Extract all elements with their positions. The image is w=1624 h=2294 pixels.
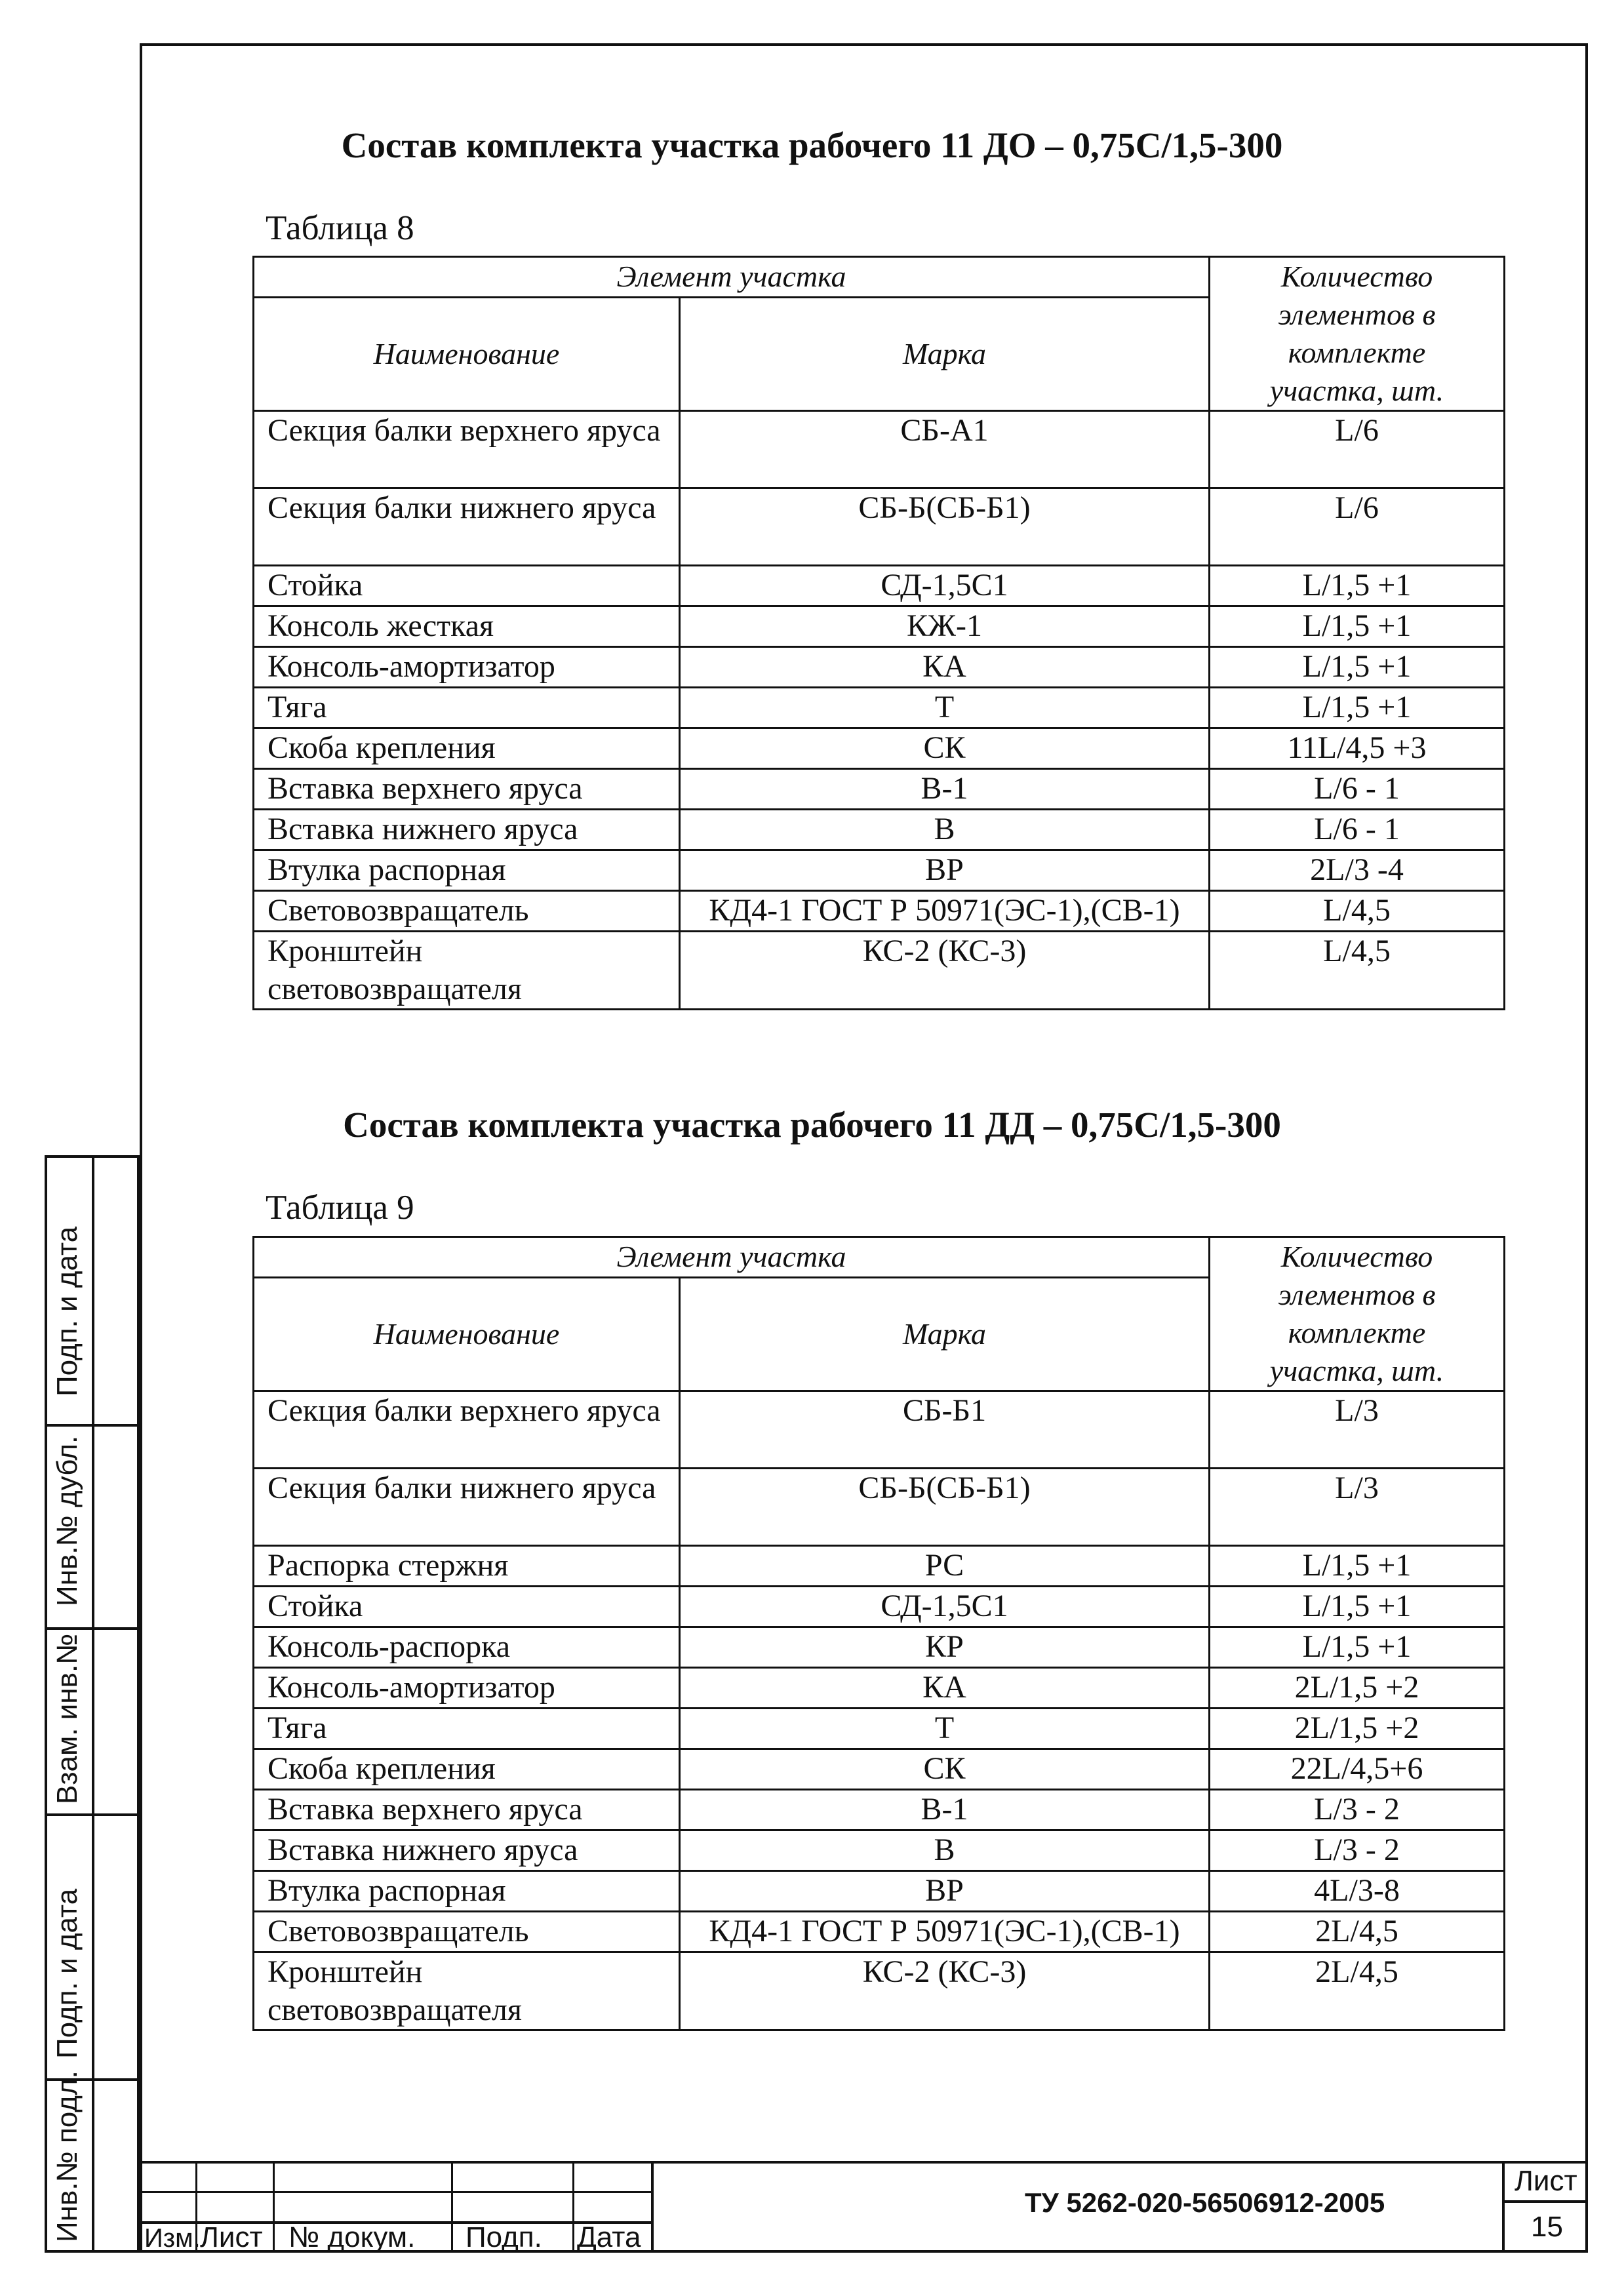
cell-qty: 2L/1,5 +2 [1210, 1709, 1505, 1749]
cell-qty: 2L/3 -4 [1210, 850, 1505, 891]
table-row [254, 1587, 1505, 1627]
cell-qty: L/6 - 1 [1210, 769, 1505, 810]
cell-qty: L/4,5 [1210, 932, 1505, 1010]
margin-inner-line [92, 1155, 94, 2253]
cell-qty: 22L/4,5+6 [1210, 1749, 1505, 1790]
cell-name: Кронштейн световозвращателя [254, 932, 680, 1010]
cell-mark: В-1 [680, 769, 1210, 810]
table-row [254, 1871, 1505, 1912]
cell-mark: Т [680, 688, 1210, 728]
cell-qty: L/1,5 +1 [1210, 647, 1505, 688]
cell-mark: В-1 [680, 1790, 1210, 1830]
header-element: Элемент участка [254, 257, 1210, 298]
cell-qty: L/1,5 +1 [1210, 1627, 1505, 1668]
cell-qty: L/3 - 2 [1210, 1830, 1505, 1871]
cell-qty: L/3 - 2 [1210, 1790, 1505, 1830]
cell-mark: СБ-Б(СБ-Б1) [680, 488, 1210, 566]
stamp-data: Дата [577, 2221, 641, 2253]
header-qty: Количество элементов в комплекте участка, шт. [1210, 257, 1505, 411]
table-row [254, 1668, 1505, 1709]
cell-mark: КС-2 (КС-3) [680, 932, 1210, 1010]
table9-caption: Таблица 9 [266, 1189, 414, 1227]
table-row [254, 769, 1505, 810]
table-row [254, 932, 1505, 1010]
cell-name: Консоль жесткая [254, 606, 680, 647]
cell-mark: РС [680, 1546, 1210, 1587]
table-row [254, 1830, 1505, 1871]
cell-name: Тяга [254, 1709, 680, 1749]
cell-mark: КР [680, 1627, 1210, 1668]
cell-qty: L/1,5 +1 [1210, 1587, 1505, 1627]
margin-vzam-inv: Взам. инв.№ [51, 1633, 83, 1804]
cell-qty: L/1,5 +1 [1210, 1546, 1505, 1587]
cell-mark: СД-1,5С1 [680, 1587, 1210, 1627]
cell-name: Консоль-амортизатор [254, 647, 680, 688]
header-element: Элемент участка [254, 1237, 1210, 1278]
table8 [252, 256, 1505, 1010]
table-row [254, 1391, 1505, 1469]
stamp-podp: Подп. [465, 2221, 542, 2253]
cell-name: Световозвращатель [254, 1912, 680, 1952]
cell-name: Скоба крепления [254, 1749, 680, 1790]
table-row [254, 810, 1505, 850]
cell-mark: СБ-А1 [680, 411, 1210, 488]
cell-mark: В [680, 1830, 1210, 1871]
stamp-designation: ТУ 5262-020-56506912-2005 [1025, 2187, 1385, 2218]
table-row [254, 891, 1505, 932]
cell-name: Вставка нижнего яруса [254, 1830, 680, 1871]
cell-name: Вставка нижнего яруса [254, 810, 680, 850]
cell-name: Распорка стержня [254, 1546, 680, 1587]
cell-mark: КД4-1 ГОСТ Р 50971(ЭС-1),(СВ-1) [680, 1912, 1210, 1952]
cell-qty: L/1,5 +1 [1210, 606, 1505, 647]
table-row [254, 1709, 1505, 1749]
table-row [254, 850, 1505, 891]
table-row [254, 606, 1505, 647]
margin-podp-data-bottom: Подп. и дата [51, 1888, 83, 2059]
header-mark: Марка [680, 1277, 1210, 1391]
cell-name: Секция балки нижнего яруса [254, 1469, 680, 1546]
cell-name: Скоба крепления [254, 728, 680, 769]
cell-name: Вставка верхнего яруса [254, 1790, 680, 1830]
table-row [254, 566, 1505, 606]
cell-qty: L/3 [1210, 1469, 1505, 1546]
table9-title: Состав комплекта участка рабочего 11 ДД – 0,75С/1,5-300 [343, 1105, 1281, 1145]
cell-name: Секция балки верхнего яруса [254, 411, 680, 488]
stamp-list: Лист [200, 2221, 263, 2253]
cell-qty: L/6 [1210, 488, 1505, 566]
table-row [254, 688, 1505, 728]
cell-name: Втулка распорная [254, 850, 680, 891]
cell-name: Консоль-распорка [254, 1627, 680, 1668]
header-name: Наименование [254, 297, 680, 410]
cell-name: Световозвращатель [254, 891, 680, 932]
cell-mark: КД4-1 ГОСТ Р 50971(ЭС-1),(СВ-1) [680, 891, 1210, 932]
table-row [254, 1469, 1505, 1546]
margin-inv-podl: Инв.№ подл. [51, 2070, 83, 2242]
cell-name: Секция балки нижнего яруса [254, 488, 680, 566]
cell-mark: ВР [680, 850, 1210, 891]
table-row [254, 1790, 1505, 1830]
cell-name: Консоль-амортизатор [254, 1668, 680, 1709]
cell-qty: L/6 - 1 [1210, 810, 1505, 850]
cell-mark: КС-2 (КС-3) [680, 1952, 1210, 2030]
cell-qty: 11L/4,5 +3 [1210, 728, 1505, 769]
cell-qty: 2L/4,5 [1210, 1912, 1505, 1952]
cell-mark: КА [680, 647, 1210, 688]
cell-name: Стойка [254, 1587, 680, 1627]
stamp-sheet-label: Лист [1515, 2165, 1577, 2197]
cell-mark: В [680, 810, 1210, 850]
table-row [254, 488, 1505, 566]
table-row [254, 1749, 1505, 1790]
margin-podp-data-top: Подп. и дата [51, 1226, 83, 1396]
cell-name: Секция балки верхнего яруса [254, 1391, 680, 1469]
table-row [254, 411, 1505, 488]
cell-mark: СК [680, 728, 1210, 769]
stamp-sheet-number: 15 [1531, 2211, 1563, 2243]
table-row [254, 1952, 1505, 2030]
cell-name: Кронштейн световозвращателя [254, 1952, 680, 2030]
cell-name: Вставка верхнего яруса [254, 769, 680, 810]
cell-mark: СБ-Б1 [680, 1391, 1210, 1469]
header-name: Наименование [254, 1277, 680, 1391]
table9 [252, 1236, 1505, 2031]
margin-inv-dubl: Инв.№ дубл. [51, 1435, 83, 1606]
stamp-doc: № докум. [288, 2221, 416, 2253]
cell-qty: 2L/1,5 +2 [1210, 1668, 1505, 1709]
cell-mark: СД-1,5С1 [680, 566, 1210, 606]
stamp-izm: Изм. [144, 2224, 201, 2253]
cell-mark: КА [680, 1668, 1210, 1709]
cell-name: Тяга [254, 688, 680, 728]
table8-title: Состав комплекта участка рабочего 11 ДО – 0,75С/1,5-300 [341, 125, 1283, 165]
table8-caption: Таблица 8 [266, 209, 414, 247]
cell-qty: 4L/3-8 [1210, 1871, 1505, 1912]
table-row [254, 1627, 1505, 1668]
cell-qty: L/3 [1210, 1391, 1505, 1469]
table-row [254, 647, 1505, 688]
table-row [254, 728, 1505, 769]
cell-mark: Т [680, 1709, 1210, 1749]
cell-mark: СБ-Б(СБ-Б1) [680, 1469, 1210, 1546]
cell-name: Втулка распорная [254, 1871, 680, 1912]
cell-mark: СК [680, 1749, 1210, 1790]
cell-qty: L/4,5 [1210, 891, 1505, 932]
table-row [254, 1546, 1505, 1587]
cell-qty: 2L/4,5 [1210, 1952, 1505, 2030]
cell-mark: ВР [680, 1871, 1210, 1912]
cell-qty: L/1,5 +1 [1210, 566, 1505, 606]
header-qty: Количество элементов в комплекте участка, шт. [1210, 1237, 1505, 1391]
cell-mark: КЖ-1 [680, 606, 1210, 647]
cell-qty: L/1,5 +1 [1210, 688, 1505, 728]
header-mark: Марка [680, 297, 1210, 410]
cell-qty: L/6 [1210, 411, 1505, 488]
cell-name: Стойка [254, 566, 680, 606]
table-row [254, 1912, 1505, 1952]
